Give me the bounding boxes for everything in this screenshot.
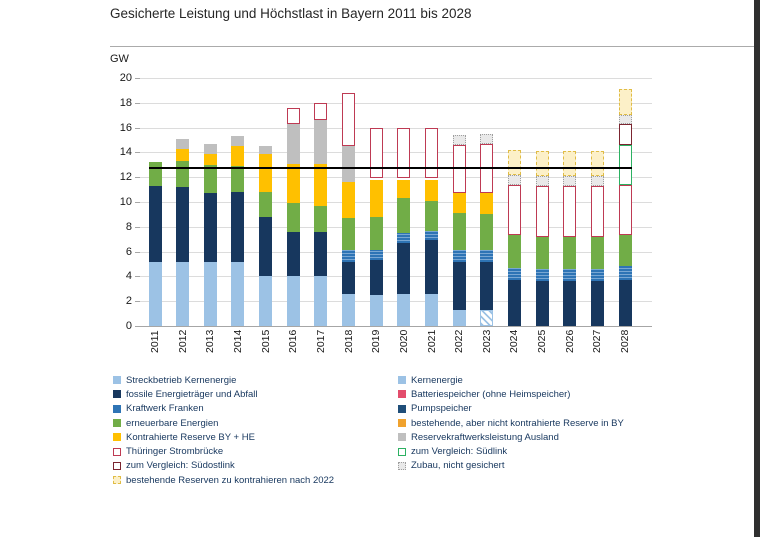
title-divider bbox=[110, 46, 754, 47]
so-legend-swatch bbox=[113, 462, 121, 470]
legend-label: Kraftwerk Franken bbox=[126, 403, 204, 415]
x-tick-label: 2017 bbox=[314, 330, 327, 354]
bar-segment-er-2014 bbox=[231, 166, 244, 192]
er-legend-swatch bbox=[113, 419, 121, 427]
legend-item-rn bbox=[113, 473, 334, 487]
nk-legend-swatch bbox=[398, 419, 406, 427]
x-tick-label: 2013 bbox=[204, 330, 217, 354]
bar-segment-fo-2013 bbox=[204, 193, 217, 261]
fo-legend-swatch bbox=[113, 390, 121, 398]
bar-segment-st-2013 bbox=[204, 262, 217, 326]
y-tick-label: 14 bbox=[119, 146, 132, 159]
bar-segment-fo-2026 bbox=[563, 281, 576, 326]
y-tick-label: 6 bbox=[125, 245, 132, 258]
y-tick-mark bbox=[135, 103, 140, 104]
y-tick-label: 12 bbox=[119, 171, 132, 184]
bar-segment-th-2025 bbox=[536, 186, 549, 237]
y-tick-label: 16 bbox=[119, 121, 132, 134]
bar-segment-th-2019 bbox=[370, 128, 383, 178]
bar-segment-fo-2021 bbox=[425, 240, 438, 293]
y-tick-mark bbox=[135, 202, 140, 203]
bar-segment-er-2012 bbox=[176, 161, 189, 187]
legend-item-ko bbox=[113, 430, 334, 444]
bar-segment-fo-2011 bbox=[149, 186, 162, 262]
x-tick-label: 2015 bbox=[259, 330, 272, 354]
legend-label: bestehende Reserven zu kontrahieren nach 2022 bbox=[126, 474, 335, 486]
st-legend-swatch bbox=[113, 376, 121, 384]
x-tick-label: 2026 bbox=[563, 330, 576, 354]
bar-segment-fo-2025 bbox=[536, 281, 549, 326]
legend-label: Pumpspeicher bbox=[411, 403, 472, 415]
bar-segment-pu-2022 bbox=[453, 250, 466, 261]
legend-column-right bbox=[398, 373, 624, 473]
sl-legend-swatch bbox=[398, 448, 406, 456]
legend-item-sl bbox=[398, 444, 624, 458]
bar-segment-er-2023 bbox=[480, 214, 493, 250]
bar-segment-pu-2025 bbox=[536, 269, 549, 281]
x-tick-label: 2016 bbox=[287, 330, 300, 354]
bar-segment-sl-2028 bbox=[619, 145, 632, 185]
chart-plot-area bbox=[140, 78, 652, 326]
legend-label: erneuerbare Energien bbox=[126, 417, 219, 429]
bar-segment-fo-2017 bbox=[314, 232, 327, 277]
y-tick-label: 18 bbox=[119, 96, 132, 109]
gridline bbox=[140, 103, 652, 104]
x-tick-label: 2027 bbox=[591, 330, 604, 354]
legend-label: Kernenergie bbox=[411, 374, 463, 386]
legend-label: bestehende, aber nicht kontrahierte Reserve in BY bbox=[411, 417, 624, 429]
bar-segment-ra-2014 bbox=[231, 136, 244, 146]
bar-segment-er-2022 bbox=[453, 213, 466, 250]
bar-segment-st-2017 bbox=[314, 276, 327, 326]
legend-label: Thüringer Strombrücke bbox=[126, 446, 224, 458]
legend-item-st bbox=[113, 373, 334, 387]
bar-segment-fo-2023 bbox=[480, 262, 493, 310]
legend-item-ke bbox=[398, 373, 624, 387]
bar-segment-th-2016 bbox=[287, 108, 300, 124]
bar-segment-st-2021 bbox=[425, 294, 438, 326]
y-tick-mark bbox=[135, 227, 140, 228]
bar-segment-ra-2017 bbox=[314, 120, 327, 163]
bar-segment-rn-2027 bbox=[591, 151, 604, 176]
bar-segment-fo-2020 bbox=[397, 243, 410, 294]
y-tick-label: 20 bbox=[119, 72, 132, 84]
bar-segment-fo-2024 bbox=[508, 280, 521, 326]
page-title: Gesicherte Leistung und Höchstlast in Bayern 2011 bis 2028 bbox=[110, 6, 472, 21]
bar-segment-ra-2016 bbox=[287, 124, 300, 164]
bar-segment-er-2021 bbox=[425, 201, 438, 231]
bar-segment-st-2012 bbox=[176, 262, 189, 326]
x-tick-label: 2011 bbox=[149, 330, 161, 353]
rn-legend-swatch bbox=[113, 476, 121, 484]
legend-item-kf bbox=[113, 402, 334, 416]
bar-segment-st-2018 bbox=[342, 294, 355, 326]
bar-segment-fo-2012 bbox=[176, 187, 189, 261]
y-tick-label: 4 bbox=[125, 270, 132, 283]
peak-load-line bbox=[149, 167, 632, 169]
x-tick-label: 2022 bbox=[453, 330, 466, 354]
x-tick-label: 2020 bbox=[397, 330, 410, 354]
bar-segment-er-2027 bbox=[591, 237, 604, 269]
y-tick-mark bbox=[135, 301, 140, 302]
bar-segment-st-2019 bbox=[370, 295, 383, 326]
bar-segment-rn-2028 bbox=[619, 89, 632, 115]
legend-item-nk bbox=[398, 416, 624, 430]
bar-segment-zu-2024 bbox=[508, 175, 521, 185]
bar-segment-pu-2028 bbox=[619, 266, 632, 280]
bar-segment-er-2016 bbox=[287, 203, 300, 232]
bar-segment-st-2011 bbox=[149, 262, 162, 326]
y-tick-mark bbox=[135, 177, 140, 178]
y-tick-mark bbox=[135, 128, 140, 129]
ra-legend-swatch bbox=[398, 433, 406, 441]
bar-segment-ko-2015 bbox=[259, 154, 272, 192]
bar-segment-fo-2027 bbox=[591, 281, 604, 326]
legend-label: fossile Energieträger und Abfall bbox=[126, 388, 258, 400]
x-tick-label: 2012 bbox=[176, 330, 189, 354]
bar-segment-er-2025 bbox=[536, 237, 549, 269]
bar-segment-th-2020 bbox=[397, 128, 410, 178]
bar-segment-st-2022 bbox=[453, 310, 466, 326]
bar-segment-er-2017 bbox=[314, 206, 327, 232]
bar-segment-rn-2025 bbox=[536, 151, 549, 176]
bar-segment-pu-2019 bbox=[370, 250, 383, 260]
legend-label: zum Vergleich: Südlink bbox=[411, 446, 508, 458]
bar-segment-th-2021 bbox=[425, 128, 438, 178]
y-tick-label: 0 bbox=[125, 320, 132, 332]
bar-segment-pu-2018 bbox=[342, 250, 355, 261]
bar-segment-ko-2023 bbox=[480, 193, 493, 214]
bar-segment-er-2024 bbox=[508, 235, 521, 267]
bar-segment-er-2011 bbox=[149, 162, 162, 186]
bar-segment-th-2028 bbox=[619, 185, 632, 236]
legend-item-th bbox=[113, 444, 334, 458]
bar-segment-th-2027 bbox=[591, 186, 604, 237]
legend-item-ra bbox=[398, 430, 624, 444]
bar-segment-fo-2019 bbox=[370, 260, 383, 295]
bar-segment-ko-2021 bbox=[425, 180, 438, 201]
bar-segment-zu-2022 bbox=[453, 135, 466, 145]
legend-item-ba bbox=[398, 387, 624, 401]
y-tick-label: 8 bbox=[125, 220, 132, 233]
y-tick-mark bbox=[135, 276, 140, 277]
bar-segment-st-2020 bbox=[397, 294, 410, 326]
bar-segment-ra-2012 bbox=[176, 139, 189, 149]
bar-segment-st-2016 bbox=[287, 276, 300, 326]
bar-segment-zu-2028 bbox=[619, 115, 632, 124]
legend-item-er bbox=[113, 416, 334, 430]
bar-segment-th-2018 bbox=[342, 93, 355, 146]
legend-item-ps bbox=[398, 402, 624, 416]
legend-label: Streckbetrieb Kernenergie bbox=[126, 374, 237, 386]
bar-segment-sh-2023 bbox=[480, 310, 493, 326]
x-tick-label: 2025 bbox=[536, 330, 549, 354]
legend-label: Batteriespeicher (ohne Heimspeicher) bbox=[411, 388, 571, 400]
bar-segment-ko-2013 bbox=[204, 154, 217, 165]
bar-segment-so-2028 bbox=[619, 124, 632, 145]
th-legend-swatch bbox=[113, 448, 121, 456]
legend-item-fo bbox=[113, 387, 334, 401]
bar-segment-th-2022 bbox=[453, 145, 466, 193]
bar-segment-ra-2018 bbox=[342, 146, 355, 182]
window-right-edge-strip bbox=[754, 0, 760, 537]
bar-segment-ko-2012 bbox=[176, 149, 189, 161]
bar-segment-pu-2021 bbox=[425, 231, 438, 241]
bar-segment-th-2026 bbox=[563, 186, 576, 237]
legend-label: Kontrahierte Reserve BY + HE bbox=[126, 431, 255, 443]
bar-segment-ra-2015 bbox=[259, 146, 272, 153]
bar-segment-er-2015 bbox=[259, 192, 272, 217]
legend-item-so bbox=[113, 459, 334, 473]
bar-segment-er-2026 bbox=[563, 237, 576, 269]
x-tick-label: 2018 bbox=[342, 330, 355, 354]
x-axis-line bbox=[140, 326, 652, 327]
bar-segment-ko-2020 bbox=[397, 180, 410, 199]
x-tick-label: 2019 bbox=[370, 330, 383, 354]
bar-segment-zu-2025 bbox=[536, 176, 549, 186]
bar-segment-th-2017 bbox=[314, 103, 327, 120]
bar-segment-pu-2024 bbox=[508, 268, 521, 280]
zu-legend-swatch bbox=[398, 462, 406, 470]
bar-segment-ko-2019 bbox=[370, 180, 383, 217]
gridline bbox=[140, 78, 652, 79]
y-tick-label: 10 bbox=[119, 196, 132, 208]
y-tick-mark bbox=[135, 252, 140, 253]
bar-segment-fo-2028 bbox=[619, 280, 632, 326]
legend-label: Reservekraftwerksleistung Ausland bbox=[411, 431, 559, 443]
bar-segment-fo-2016 bbox=[287, 232, 300, 277]
bar-segment-er-2018 bbox=[342, 218, 355, 250]
bar-segment-fo-2018 bbox=[342, 262, 355, 294]
x-tick-label: 2014 bbox=[231, 330, 244, 354]
bar-segment-zu-2026 bbox=[563, 176, 576, 186]
ke-legend-swatch bbox=[398, 376, 406, 384]
y-tick-label: 2 bbox=[125, 295, 132, 308]
bar-segment-ko-2022 bbox=[453, 193, 466, 213]
bar-segment-pu-2020 bbox=[397, 233, 410, 243]
x-tick-label: 2021 bbox=[425, 330, 438, 354]
bar-segment-fo-2015 bbox=[259, 217, 272, 277]
x-tick-label: 2028 bbox=[619, 330, 632, 354]
bar-segment-er-2020 bbox=[397, 198, 410, 233]
x-tick-label: 2023 bbox=[480, 330, 493, 354]
y-axis-unit-label: GW bbox=[110, 53, 129, 65]
bar-segment-pu-2023 bbox=[480, 250, 493, 261]
bar-segment-ko-2018 bbox=[342, 182, 355, 218]
bar-segment-ko-2016 bbox=[287, 164, 300, 204]
bar-segment-rn-2024 bbox=[508, 150, 521, 175]
y-tick-mark bbox=[135, 152, 140, 153]
legend-item-zu bbox=[398, 459, 624, 473]
bar-segment-fo-2014 bbox=[231, 192, 244, 261]
x-tick-label: 2024 bbox=[508, 330, 521, 354]
bar-segment-st-2014 bbox=[231, 262, 244, 326]
ps-legend-swatch bbox=[398, 405, 406, 413]
bar-segment-rn-2026 bbox=[563, 151, 576, 176]
bar-segment-zu-2027 bbox=[591, 176, 604, 186]
legend-label: Zubau, nicht gesichert bbox=[411, 460, 505, 472]
bar-segment-ko-2014 bbox=[231, 146, 244, 166]
y-tick-mark bbox=[135, 78, 140, 79]
bar-segment-st-2015 bbox=[259, 276, 272, 326]
legend-column-left bbox=[113, 373, 334, 487]
bar-segment-fo-2022 bbox=[453, 262, 466, 310]
bar-segment-ko-2017 bbox=[314, 164, 327, 206]
kf-legend-swatch bbox=[113, 405, 121, 413]
bar-segment-er-2019 bbox=[370, 217, 383, 250]
bar-segment-pu-2027 bbox=[591, 269, 604, 281]
ko-legend-swatch bbox=[113, 433, 121, 441]
bar-segment-er-2013 bbox=[204, 165, 217, 194]
bar-segment-zu-2023 bbox=[480, 134, 493, 144]
bar-segment-er-2028 bbox=[619, 235, 632, 266]
legend-label: zum Vergleich: Südostlink bbox=[126, 460, 235, 472]
bar-segment-th-2024 bbox=[508, 185, 521, 236]
ba-legend-swatch bbox=[398, 390, 406, 398]
bar-segment-pu-2026 bbox=[563, 269, 576, 281]
bar-segment-ra-2013 bbox=[204, 144, 217, 154]
gridline bbox=[140, 128, 652, 129]
